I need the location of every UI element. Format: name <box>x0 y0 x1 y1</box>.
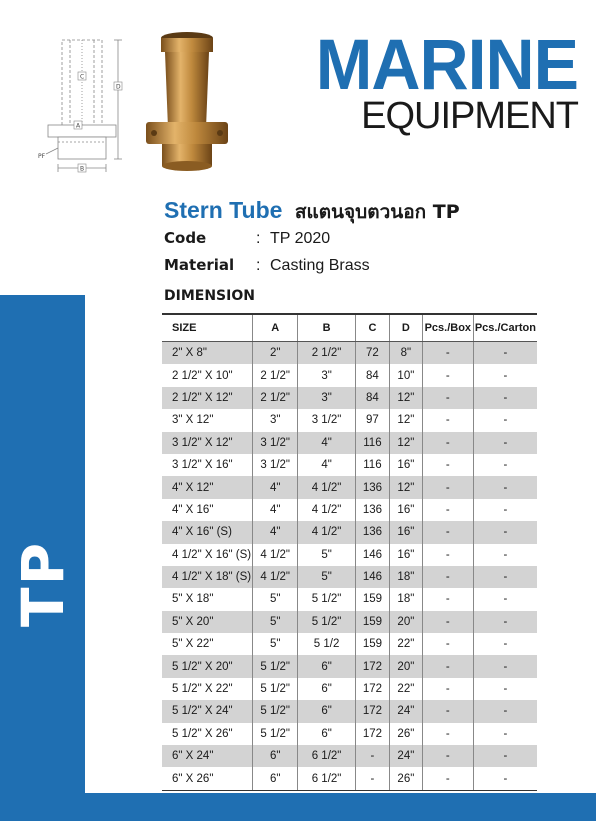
cell-pcs-carton: - <box>473 499 537 521</box>
cell-size: 5" X 20" <box>162 611 253 633</box>
cell-size: 6" X 24" <box>162 745 253 767</box>
cell-c: 172 <box>355 700 389 722</box>
table-row <box>162 544 537 566</box>
product-title <box>164 197 460 227</box>
cell-pcs-carton: - <box>473 745 537 767</box>
cell-pcs-box: - <box>422 655 473 677</box>
cell-d: 18" <box>389 588 422 610</box>
cell-pcs-box: - <box>422 544 473 566</box>
cell-pcs-carton: - <box>473 700 537 722</box>
cell-pcs-carton: - <box>473 432 537 454</box>
header-pcs-box: Pcs./Box <box>422 314 473 342</box>
cell-c: 159 <box>355 588 389 610</box>
cell-d: 26" <box>389 723 422 745</box>
cell-b: 6" <box>298 655 356 677</box>
cell-pcs-box: - <box>422 611 473 633</box>
cell-a: 3" <box>253 409 298 431</box>
cell-c: - <box>355 745 389 767</box>
header-d: D <box>389 314 422 342</box>
cell-d: 22" <box>389 678 422 700</box>
cell-c: 116 <box>355 432 389 454</box>
cell-pcs-carton: - <box>473 387 537 409</box>
cell-a: 6" <box>253 767 298 790</box>
cell-size: 4 1/2" X 18" (S) <box>162 566 253 588</box>
cell-size: 4 1/2" X 16" (S) <box>172 548 252 561</box>
table-row <box>162 342 537 365</box>
cell-pcs-box: - <box>422 476 473 498</box>
code-value: TP 2020 <box>270 230 331 247</box>
cell-size: 3 1/2" X 16" <box>172 459 233 472</box>
diagram-label-d: D <box>116 83 121 91</box>
cell-pcs-box: - <box>422 387 473 409</box>
cell-pcs-box: - <box>422 678 473 700</box>
diagram-label-c: C <box>80 73 85 81</box>
product-photo <box>140 30 234 180</box>
cell-a: 4 1/2" <box>253 544 298 566</box>
cell-pcs-carton: - <box>473 611 537 633</box>
cell-a: 5" <box>253 633 298 655</box>
product-name-en: Stern Tube <box>164 197 283 223</box>
cell-b: 4" <box>298 454 356 476</box>
brand-marine-text: MARINE <box>315 25 578 105</box>
table-row <box>162 588 537 610</box>
technical-diagram <box>38 30 138 180</box>
cell-b: 4 1/2" <box>298 499 356 521</box>
table-row <box>162 476 537 498</box>
cell-a: 5" <box>253 588 298 610</box>
cell-a: 5 1/2" <box>253 655 298 677</box>
cell-a: 4" <box>253 476 298 498</box>
cell-b: 5 1/2 <box>298 633 356 655</box>
table-header-row <box>162 314 537 342</box>
table-row <box>162 409 537 431</box>
table-row <box>162 387 537 409</box>
dimension-table <box>162 313 537 791</box>
cell-size: 5" X 18" <box>172 593 214 606</box>
header-size: SIZE <box>162 314 253 342</box>
cell-pcs-carton: - <box>473 633 537 655</box>
cell-size: 2 1/2" X 10" <box>172 369 233 382</box>
cell-c: 116 <box>355 454 389 476</box>
table-row <box>162 678 537 700</box>
cell-b: 4 1/2" <box>298 476 356 498</box>
cell-a: 5 1/2" <box>253 678 298 700</box>
table-row <box>162 499 537 521</box>
cell-pcs-carton: - <box>473 655 537 677</box>
cell-b: 3" <box>298 364 356 386</box>
cell-pcs-carton: - <box>473 521 537 543</box>
cell-a: 3 1/2" <box>253 432 298 454</box>
cell-pcs-carton: - <box>473 454 537 476</box>
cell-a: 2" <box>253 342 298 365</box>
cell-size: 5" X 22" <box>172 638 214 651</box>
cell-d: 22" <box>389 633 422 655</box>
cell-c: 172 <box>355 678 389 700</box>
cell-pcs-box: - <box>422 454 473 476</box>
cell-d: 16" <box>389 499 422 521</box>
cell-c: 136 <box>355 499 389 521</box>
cell-pcs-carton: - <box>473 342 537 365</box>
cell-c: 136 <box>355 476 389 498</box>
cell-pcs-box: - <box>422 432 473 454</box>
brand-equipment-text: EQUIPMENT <box>361 95 578 137</box>
sidebar-label: TP <box>9 540 77 627</box>
cell-a: 2 1/2" <box>253 387 298 409</box>
table-row <box>162 723 537 745</box>
cell-pcs-box: - <box>422 588 473 610</box>
cell-c: 84 <box>355 387 389 409</box>
spec-code <box>164 229 330 248</box>
cell-pcs-box: - <box>422 745 473 767</box>
cell-b: 5" <box>298 544 356 566</box>
header-pcs-carton: Pcs./Carton <box>473 314 537 342</box>
cell-c: 172 <box>355 723 389 745</box>
cell-a: 3 1/2" <box>253 454 298 476</box>
cell-b: 6" <box>298 723 356 745</box>
cell-pcs-carton: - <box>473 544 537 566</box>
cell-pcs-box: - <box>422 342 473 365</box>
cell-pcs-box: - <box>422 521 473 543</box>
cell-b: 6" <box>298 678 356 700</box>
cell-b: 6 1/2" <box>298 767 356 790</box>
header-b: B <box>298 314 356 342</box>
table-row <box>162 454 537 476</box>
diagram-label-b: B <box>80 165 85 173</box>
cell-d: 24" <box>389 745 422 767</box>
cell-a: 6" <box>253 745 298 767</box>
material-label: Material <box>164 256 235 274</box>
cell-d: 8" <box>389 342 422 365</box>
table-row <box>162 566 537 588</box>
cell-d: 10" <box>389 364 422 386</box>
cell-d: 20" <box>389 611 422 633</box>
cell-pcs-carton: - <box>473 678 537 700</box>
table-row <box>162 633 537 655</box>
dimension-title: DIMENSION <box>164 288 255 304</box>
cell-c: 172 <box>355 655 389 677</box>
cell-b: 5 1/2" <box>298 588 356 610</box>
cell-d: 12" <box>389 476 422 498</box>
material-separator: : <box>256 257 261 274</box>
cell-pcs-carton: - <box>473 566 537 588</box>
cell-size: 5 1/2" X 22" <box>172 683 233 696</box>
code-separator: : <box>256 230 261 247</box>
product-name-th: สแตนจุบตวนอก TP <box>294 201 460 223</box>
table-body <box>162 342 537 791</box>
cell-a: 4 1/2" <box>253 566 298 588</box>
cell-a: 2 1/2" <box>253 364 298 386</box>
brand-logo <box>248 25 578 137</box>
cell-pcs-carton: - <box>473 767 537 790</box>
header-c: C <box>355 314 389 342</box>
cell-a: 5 1/2" <box>253 723 298 745</box>
diagram-label-pf: PF <box>38 153 46 160</box>
header-a: A <box>253 314 298 342</box>
table-row <box>162 767 537 790</box>
cell-c: 84 <box>355 364 389 386</box>
cell-d: 16" <box>389 454 422 476</box>
table-row <box>162 655 537 677</box>
cell-b: 3" <box>298 387 356 409</box>
cell-b: 4 1/2" <box>298 521 356 543</box>
cell-pcs-box: - <box>422 723 473 745</box>
cell-a: 4" <box>253 499 298 521</box>
cell-a: 4" <box>253 521 298 543</box>
code-label: Code <box>164 229 207 247</box>
cell-b: 4" <box>298 432 356 454</box>
cell-d: 16" <box>389 521 422 543</box>
cell-c: 136 <box>355 521 389 543</box>
cell-a: 5 1/2" <box>253 700 298 722</box>
cell-d: 26" <box>389 767 422 790</box>
cell-size: 5 1/2" X 20" <box>162 655 253 677</box>
cell-b: 6" <box>298 700 356 722</box>
cell-a: 5" <box>253 611 298 633</box>
cell-d: 16" <box>389 544 422 566</box>
cell-pcs-box: - <box>422 499 473 521</box>
table-row <box>162 745 537 767</box>
cell-size: 3" X 12" <box>172 414 214 427</box>
cell-d: 18" <box>389 566 422 588</box>
cell-b: 5 1/2" <box>298 611 356 633</box>
cell-pcs-box: - <box>422 409 473 431</box>
cell-size: 3 1/2" X 12" <box>162 432 253 454</box>
cell-size: 5 1/2" X 26" <box>172 727 233 740</box>
material-value: Casting Brass <box>270 257 370 274</box>
cell-pcs-carton: - <box>473 723 537 745</box>
table-row <box>162 364 537 386</box>
cell-pcs-carton: - <box>473 364 537 386</box>
cell-d: 12" <box>389 409 422 431</box>
cell-pcs-box: - <box>422 364 473 386</box>
cell-c: 97 <box>355 409 389 431</box>
table-row <box>162 700 537 722</box>
cell-b: 2 1/2" <box>298 342 356 365</box>
cell-b: 3 1/2" <box>298 409 356 431</box>
cell-c: 146 <box>355 544 389 566</box>
cell-b: 5" <box>298 566 356 588</box>
cell-size: 5 1/2" X 24" <box>162 700 253 722</box>
cell-d: 12" <box>389 387 422 409</box>
spec-material <box>164 256 370 275</box>
cell-size: 6" X 26" <box>162 767 253 790</box>
cell-d: 12" <box>389 432 422 454</box>
cell-size: 4" X 12" <box>162 476 253 498</box>
cell-c: 159 <box>355 633 389 655</box>
cell-pcs-box: - <box>422 633 473 655</box>
cell-c: - <box>355 767 389 790</box>
cell-c: 159 <box>355 611 389 633</box>
cell-pcs-box: - <box>422 566 473 588</box>
cell-pcs-carton: - <box>473 588 537 610</box>
cell-size: 4" X 16" <box>172 503 214 516</box>
cell-c: 146 <box>355 566 389 588</box>
cell-d: 20" <box>389 655 422 677</box>
cell-pcs-carton: - <box>473 476 537 498</box>
cell-size: 2 1/2" X 12" <box>162 387 253 409</box>
cell-d: 24" <box>389 700 422 722</box>
cell-c: 72 <box>355 342 389 365</box>
cell-pcs-carton: - <box>473 409 537 431</box>
cell-size: 4" X 16" (S) <box>162 521 253 543</box>
diagram-label-a: A <box>76 122 81 130</box>
bottom-color-band <box>0 793 596 821</box>
table-row <box>162 432 537 454</box>
cell-size: 2" X 8" <box>162 342 253 365</box>
cell-pcs-box: - <box>422 767 473 790</box>
table-row <box>162 521 537 543</box>
cell-b: 6 1/2" <box>298 745 356 767</box>
cell-pcs-box: - <box>422 700 473 722</box>
table-row <box>162 611 537 633</box>
